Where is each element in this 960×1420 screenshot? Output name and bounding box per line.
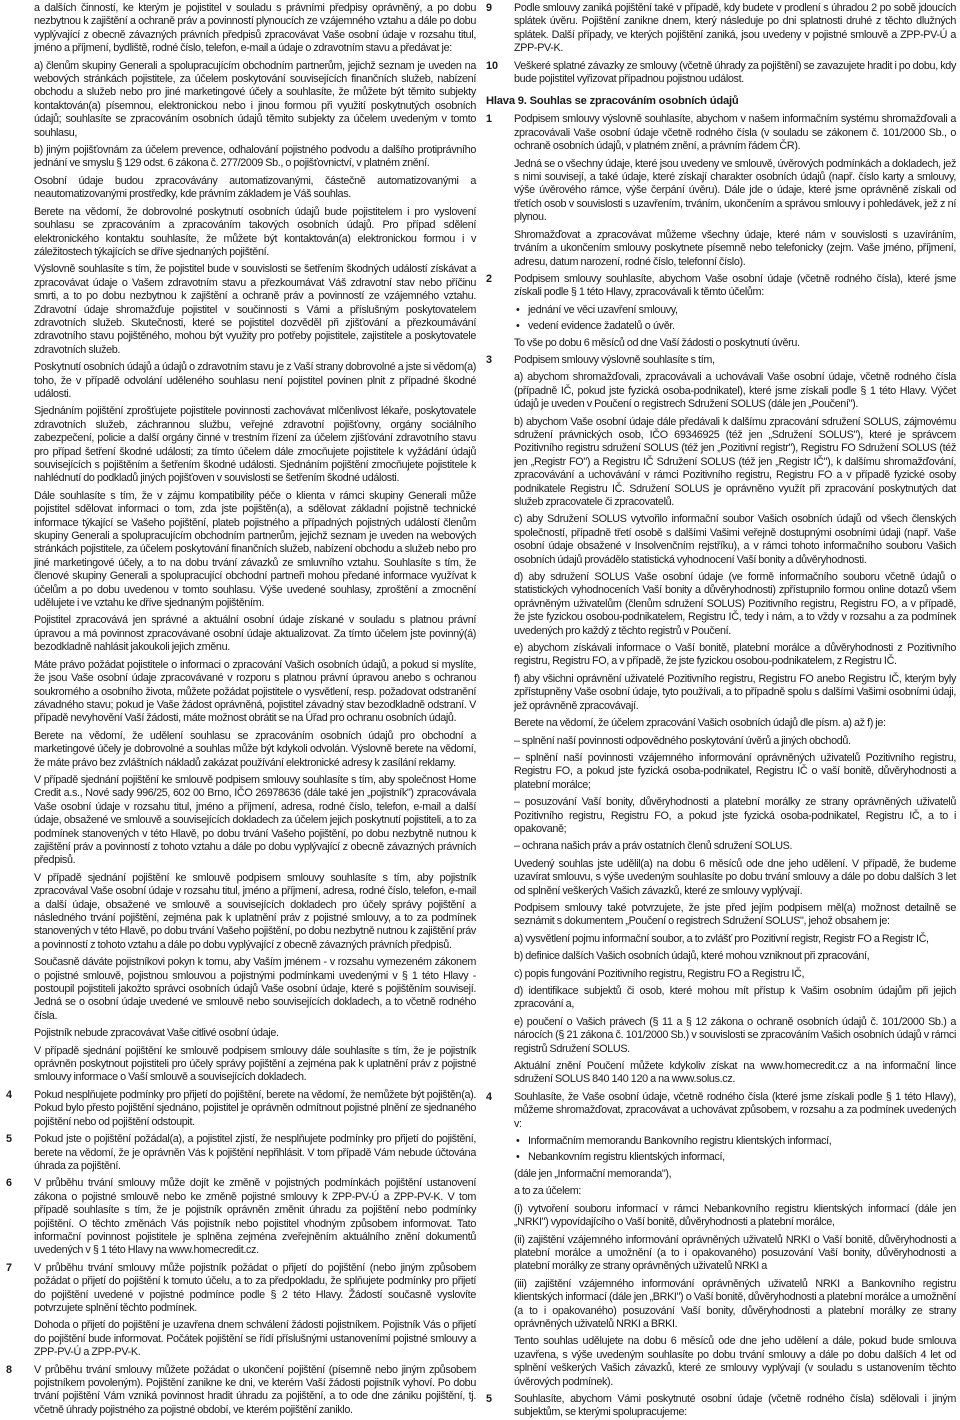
paragraph: b) abychom Vaše osobní údaje dále předávali k dalšímu zpracování sdružení SOLUS, zájmovému sdružení právnických osob, IČO 69346925 (též jen „Sdružení SOLUS"), které je správcem Pozitivního registru sdružení SOLUS (též jen „Pozitivní registr"), Registru FO Sdružení SOLUS (též jen „Registr FO") a Registru IČ Sdružení SOLUS (též jen „Registr IČ"), k dalšímu shromažďování, zpracovávání a uchovávání v rámci Pozitivního registru, Registru FO a v případě fyzické osoby podnikatele Registru IČ. Sdružení SOLUS je oprávněno využít při zpracování poskytnutých dat služeb zpracovatele či zpracovatelů. [514, 415, 956, 508]
list-item: • Informačním memorandu Bankovního registru klientských informací, [528, 1135, 956, 1148]
paragraph: – splnění naší povinnosti vzájemného informování oprávněných uživatelů Pozitivního registru, Registru FO, a pokud jste fyzická osoba-podnikatel, Registru IČ o vaší bonitě, důvěryhodnosti a platební morálce; [514, 751, 956, 791]
section-4 [6, 1089, 476, 1129]
section-number: 4 [486, 1090, 493, 1103]
paragraph: – ochrana našich práv a práv ostatních členů sdružení SOLUS. [514, 840, 793, 853]
section-6 [6, 1177, 476, 1257]
paragraph: V průběhu trvání smlouvy může dojít ke změně v pojistných podmínkách pojištění ustanovení zákona o pojistné smlouvě nebo ke změně pojistné smlouvy k ZPP-PV-Ú a ZPP-PV-K. V tom případě souhlasíte s tím, že je pojistník oprávněn změnit úhradu za pojištění nebo podmínky pojištění. O těchto změnách Vás pojistník nebo pojistitel vhodným způsobem informovat. Tato informační povinnost pojistitele je splněna zejména zveřejněním aktuálního znění dokumentů uvedených v § 1 této Hlavy na www.homecredit.cz. [34, 1177, 476, 1257]
paragraph: V případě sjednání pojištění ke smlouvě podpisem smlouvy souhlasíte s tím, aby společnost Home Credit a.s., Nové sady 996/25, 602 00 Brno, IČO 26978636 (dále také jen „pojistník") zpracovávala Vaše osobní údaje v rozsahu titul, jméno a příjmení, adresa, rodné číslo, telefon, e-mail a další údaje, obsažené ve smlouvě a souvisejících dokladech za účelem jejich poskytnutí pojistiteli, a to za podmínek stanovených v této Hlavě, po dobu trvání Vašeho pojištění, po dobu nezbytně nutnou k zajištění práv a povinností z tohoto vztahu a dále po dobu vyplývající z obecně závazných právních předpisů. [34, 773, 476, 867]
list-item: • jednání ve věci uzavření smlouvy, [528, 304, 956, 317]
paragraph: Tento souhlas udělujete na dobu 6 měsíců ode dne jeho udělení a dále, pokud bude smlouva uzavřena, s výše uvedeným souhlasíte po dobu trvání smlouvy a dále po dobu dalších 4 let od splnění veškerých Vašich závazků, které ze smlouvy vyplývají (v souladu s ustanovením těchto úvěrových podmínek). [514, 1335, 956, 1388]
paragraph: V případě sjednání pojištění ke smlouvě podpisem smlouvy dále souhlasíte s tím, že je pojistník oprávněn poskytnout pojistiteli pro účely správy pojištění a zejména pak k uplatnění práv z pojistné smlouvy informace o Vaší smlouvě a souvisejících dokladech. [34, 1044, 476, 1084]
paragraph: Uvedený souhlas jste udělil(a) na dobu 6 měsíců ode dne jeho udělení. V případě, že budeme uzavírat smlouvu, s výše uvedeným souhlasíte po dobu trvání smlouvy a dále po dobu dalších 3 let od splnění veškerých Vašich závazků, které ze smlouvy vyplývají. [514, 857, 956, 897]
paragraph: a) členům skupiny Generali a spolupracujícím obchodním partnerům, jejichž seznam je uveden na webových stránkách pojistitele, za účelem poskytování souvisejících finančních služeb, nabízení obchodu a služeb nebo pro jiné marketingové účely a souhlasíte, že můžete být těmito subjekty kontaktován(a) písemnou, elektronickou nebo i jinou formou při využití poskytnutých osobních údajů; souhlasíte se zpracováním osobních údajů těmito subjekty za účelem uvedeným v tomto souhlasu, [34, 59, 476, 139]
paragraph: Výslovně souhlasíte s tím, že pojistitel bude v souvislosti se šetřením škodných událostí získávat a zpracovávat údaje o Vašem zdravotním stavu a přezkoumávat Váš zdravotní stav nebo příčinu smrti, a to po dobu nezbytnou k zajištění a ochraně práv a povinností ze vzájemného vztahu. Zdravotní údaje shromažďuje pojistitel v součinnosti s Vámi a příslušným poskytovatelem zdravotních služeb. Skutečnosti, které se pojistitel dozvěděl při zjišťování a přezkoumávání zdravotního stavu pojištěného, mohou být využity pro potřeby pojistitele, zajistitele a poskytovatele zdravotních služeb. [34, 263, 476, 356]
paragraph: e) abychom získávali informace o Vaší bonitě, platební morálce a důvěryhodnosti z Pozitivního registru, Registru FO, a v případě, že jste fyzickou osobou-podnikatelem, z Registru IČ. [514, 642, 956, 668]
paragraph: Berete na vědomí, že účelem zpracování Vašich osobních údajů dle písm. a) až f) je: [514, 717, 886, 730]
paragraph: Dále souhlasíte s tím, že v zájmu kompatibility péče o klienta v rámci skupiny Generali může pojistitel sdělovat informaci o tom, zda jste pojištěn(a), a sdělovat základní pojistně technické informace týkající se Vašeho pojištění, plateb pojistného a případných pojistných událostí členům skupiny Generali a spolupracujícím obchodním partnerům, jejichž seznam je uveden na webových stránkách pojistitele, za účelem poskytování finančních služeb, nabízení obchodu a služeb nebo pro jiné marketingové účely, a to na dobu trvání závazků ze smluvního vztahu. Souhlasíte s tím, že členové skupiny Generali a spolupracující obchodní partneři mohou předané informace využívat k účelům a po dobu uvedenou v tomto souhlasu. Výše uvedené souhlasy, zproštění a zmocnění udělujete i ve vztahu ke dříve sjednaným pojištěním. [34, 489, 476, 610]
section-number: 10 [486, 59, 499, 72]
article-2 [486, 273, 956, 300]
paragraph: To vše po dobu 6 měsíců od dne Vaší žádosti o poskytnutí úvěru. [514, 336, 800, 349]
paragraph: – posuzování Vaší bonity, důvěryhodnosti a platební morálky ze strany oprávněných uživatelů Pozitivního registru, Registru FO, a pokud jste fyzická osoba-podnikatel, Registru IČ, a to i opakovaně; [514, 796, 956, 835]
paragraph: Pojistitel zpracovává jen správné a aktuální osobní údaje získané v souladu s platnou právní úpravou a má povinnost zpracovávané osobní údaje aktualizovat. Za tímto účelem jste povinný(á) bezodkladně nahlásit jakoukoli jejich změnu. [34, 614, 476, 654]
section-number: 9 [486, 2, 493, 14]
paragraph: a) abychom shromažďovali, zpracovávali a uchovávali Vaše osobní údaje, včetně rodného čísla (případně IČ, pokud jste fyzická osoba-podnikatel), které jsme získali podle § 1 této Hlavy. Výčet údajů je uveden v Poučení o registrech Sdružení SOLUS (dále jen „Poučení"). [514, 371, 956, 411]
paragraph: Souhlasíte, abychom Vámi poskytnuté osobní údaje (včetně rodného čísla) sdělovali i jiným subjektům, se kterými spolupracujeme: [514, 1392, 956, 1419]
article-4 [486, 1091, 956, 1131]
left-column [6, 2, 476, 1416]
paragraph: a dalších činností, ke kterým je pojistitel v souladu s právními předpisy oprávněný, a po dobu nezbytnou k zajištění a ochraně práv a povinností plynoucích ze vzájemného vztahu a dále po dobu vyplývající z obecně závazných právních předpisů zpracovávat Vaše osobní údaje v rozsahu titul, jméno a příjmení, bydliště, rodné číslo, telefon, e-mail a údaje o zdravotním stavu a předávat je: [34, 2, 476, 55]
paragraph: Dohoda o přijetí do pojištění je uzavřena dnem schválení žádosti pojistníkem. Pojistník Vás o přijetí do pojištění bude informovat. Počátek pojištění se řídí příslušnými ustanoveními pojistné smlouvy a ZPP-PV-Ú a ZPP-PV-K. [34, 1319, 476, 1359]
paragraph: Podle smlouvy zaniká pojištění také v případě, kdy budete v prodlení s úhradou 2 po sobě jdoucích splátek úvěru. Pojištění zanikne dnem, který následuje po dni splatnosti druhé z těchto dlužných splátek. Další případy, ve kterých pojištění zaniká, jsou uvedeny v pojistné smlouvě a ZPP-PV-Ú a ZPP-PV-K. [514, 2, 956, 55]
paragraph: Shromažďovat a zpracovávat můžeme všechny údaje, které nám v souvislosti s uzavíráním, trváním a ukončením smlouvy poskytnete písemně nebo telefonicky (zejm. Vaše jméno, příjmení, adresu, datum narození, rodné číslo, telefonní číslo). [514, 228, 956, 268]
section-number: 5 [486, 1392, 493, 1405]
paragraph: Aktuální znění Poučení můžete kdykoliv získat na www.homecredit.cz a na informační lince sdružení SOLUS 840 140 120 a na www.solus.cz. [514, 1060, 956, 1086]
article-1 [486, 113, 956, 153]
section-number: 6 [6, 1177, 13, 1190]
list-item: • vedení evidence žadatelů o úvěr. [528, 320, 956, 333]
paragraph: e) poučení o Vašich právech (§ 11 a § 12 zákona o ochraně osobních údajů č. 101/2000 Sb.) a nárocích (§ 21 zákona č. 101/2000 Sb.) v souvislosti se zpracováním Vašich osobních údajů v rámci registrů Sdružení SOLUS. [514, 1015, 956, 1055]
bullet-list [514, 1135, 956, 1165]
paragraph: c) aby Sdružení SOLUS vytvořilo informační soubor Vašich osobních údajů od všech členských společností, případně třetí osobě s dalšími Vašimi veřejně dostupnými osobními údaji (např. Vaše osobní údaje obsažené v Insolvenčním rejstříku), a v rámci tohoto informačního souboru Vašich osobních údajů provádělo statistická vyhodnocení Vaší bonity a důvěryhodnosti. [514, 513, 956, 566]
section-5 [6, 1133, 476, 1173]
bullet-list [514, 304, 956, 334]
paragraph: Poskytnutí osobních údajů a údajů o zdravotním stavu je z Vaší strany dobrovolné a jste si vědom(a) toho, že v případě odvolání uděleného souhlasu není pojistitel povinen plnit z případné škodné události. [34, 361, 476, 400]
paragraph: Současně dáváte pojistníkovi pokyn k tomu, aby Vaším jménem - v rozsahu vymezeném zákonem o pojistné smlouvě, pojistnou smlouvou a pojistnými podmínkami uvedenými v § 1 této Hlavy - postoupil pojistiteli jakožto správci osobních údajů Vaše osobní údaje, které s pojištěním souvisejí. Jedná se o osobní údaje uvedené ve smlouvě nebo souvisejících dokladech, a to včetně rodného čísla. [34, 956, 476, 1022]
chapter-heading: Hlava 9. Souhlas se zpracováním osobních údajů [486, 95, 739, 108]
paragraph: (iii) zajištění vzájemného informování oprávněných uživatelů NRKI a Bankovního registru klientských informací (dále jen „BRKI") o Vaší bonitě, důvěryhodnosti a platební morálce a umožnění (a to i opakovaného) posuzování Vaší bonity, důvěryhodnosti a platební morálky ze strany oprávněných uživatelů NRKI a BRKI. [514, 1277, 956, 1330]
paragraph: a to za účelem: [514, 1185, 582, 1198]
paragraph: V průběhu trvání smlouvy můžete požádat o ukončení pojištění (písemně nebo jiným způsobem pojistníkem povoleným). Pojištění zanikne ke dni, ve kterém Vaší žádosti pojistník vyhoví. Po dobu trvání pojištění Vám vzniká povinnost hradit úhradu za pojištění, a to ode dne zániku pojištění, tj. včetně úhrady pojistného za pojistné období, ve kterém pojištění zaniklo. [34, 1363, 476, 1416]
section-7 [6, 1262, 476, 1316]
right-column [486, 2, 956, 1419]
paragraph: Berete na vědomí, že dobrovolné poskytnutí osobních údajů bude pojistitelem i pro vyslovení souhlasu se zpracováním a zpracováním takových osobních údajů. Pro případ sdělení elektronického kontaktu souhlasíte, že můžete být kontaktován(a) elektronickou formou i v záležitostech týkajících se dříve sjednaných pojištění. [34, 205, 476, 258]
section-10 [486, 60, 956, 87]
paragraph: Pokud nesplňujete podmínky pro přijetí do pojištění, berete na vědomí, že nemůžete být pojištěn(a). Pokud bylo přesto pojištění sjednáno, pojistitel je oprávněn odmítnout pojistné plnění ze sjednaného pojištění nebo od pojištění odstoupit. [34, 1088, 476, 1128]
paragraph: Podpisem smlouvy také potvrzujete, že jste před jejím podpisem měl(a) možnost detailně se seznámit s dokumentem „Poučení o registrech Sdružení SOLUS", jehož obsahem je: [514, 901, 956, 928]
article-5 [486, 1393, 956, 1420]
section-number: 8 [6, 1363, 13, 1376]
paragraph: c) popis fungování Pozitivního registru, Registru FO a Registru IČ, [514, 967, 805, 980]
paragraph: a) vysvětlení pojmu informační soubor, a to zvlášť pro Pozitivní registr, Registr FO a Registr IČ, [514, 932, 929, 945]
paragraph: b) jiným pojišťovnám za účelem prevence, odhalování pojistného podvodu a dalšího protiprávního jednání ve smyslu § 129 odst. 6 zákona č. 277/2009 Sb., o pojišťovnictví, v platném znění. [34, 144, 476, 170]
section-number: 3 [486, 353, 493, 366]
paragraph: Jedná se o všechny údaje, které jsou uvedeny ve smlouvě, úvěrových podmínkách a dokladech, jež s nimi souvisejí, a také údaje, které získají charakter osobních údajů (např. číslo karty a smlouvy, výše úvěrového rámce, výše čerpání úvěru). Dále jde o údaje, které jsme oprávněně získali od třetích osob v souvislosti s uzavřením, trváním, ukončením a správou smlouvy i pohledávek, jež z ní plynou. [514, 157, 956, 224]
paragraph: d) identifikace subjektů či osob, které mohou mít přístup k Vašim osobním údajům při jejich zpracování a, [514, 985, 956, 1011]
paragraph: Pokud jste o pojištění požádal(a), a pojistitel zjistí, že nesplňujete podmínky pro přijetí do pojištění, berete na vědomí, že je oprávněn Vás k pojištění nepřihlásit. V tom případě Vám nebude účtována úhrada za pojištění. [34, 1133, 476, 1172]
section-number: 2 [486, 272, 493, 285]
paragraph: (i) vytvoření souboru informací v rámci Nebankovního registru klientských informací (dále jen „NRKI") vypovídajícího o Vaší bonitě, důvěryhodnosti a platební morálce, [514, 1202, 956, 1229]
section-9 [486, 2, 956, 56]
section-number: 5 [6, 1133, 13, 1146]
paragraph: (dále jen „Informační memoranda"), [514, 1167, 672, 1180]
section-number: 4 [6, 1088, 13, 1101]
paragraph: d) aby sdružení SOLUS Vaše osobní údaje (ve formě informačního souboru včetně údajů o statistických vyhodnoceních Vaší bonity a důvěryhodnosti) zpřístupnilo formou online dotazů všem oprávněným uživatelům (členům sdružení SOLUS) Pozitivního registru, Registru FO, a v případě, že jste fyzickou osobou-podnikatelem, Registru IČ, tedy i nám, a to vždy v rozsahu a za podmínek uvedených pro každý z těchto registrů v Poučení. [514, 571, 956, 637]
paragraph: V průběhu trvání smlouvy může pojistník požádat o přijetí do pojištění (nebo jiným způsobem požádat o přijetí do pojištění k tomuto účelu, a to za předpokladu, že splňujete podmínky pro přijetí do pojištění uvedené v pojistné podmínce podle § 2 této Hlavy. Žádostí současně vyslovíte potvrzujete splnění těchto podmínek. [34, 1261, 476, 1314]
paragraph: Berete na vědomí, že udělení souhlasu se zpracováním osobních údajů pro obchodní a marketingové účely je dobrovolné a souhlas může být kdykoli odvolán. Výslovně berete na vědomí, že máte právo bez zvláštních nákladů zakázat používání elektronické adresy k zasílání reklamy. [34, 729, 476, 769]
section-8 [6, 1364, 476, 1418]
list-item: • Nebankovním registru klientských informací, [528, 1151, 956, 1164]
paragraph: b) definice dalších Vašich osobních údajů, které mohou vzniknout při zpracování, [514, 950, 870, 963]
paragraph: Podpisem smlouvy výslovně souhlasíte s tím, [514, 353, 715, 366]
paragraph: (ii) zajištění vzájemného informování oprávněných uživatelů NRKI o Vaší bonitě, důvěryhodnosti a platební morálce a umožnění (a to i opakovaného) posuzování Vaší bonity, důvěryhodnosti a platební morálky ze strany oprávněných uživatelů NRKI a [514, 1233, 956, 1273]
paragraph: Máte právo požádat pojistitele o informaci o zpracování Vašich osobních údajů, a pokud si myslíte, že jsou Vaše osobní údaje zpracovávané v rozporu s platnou právní úpravou anebo s ochranou soukromého a osobního života, můžete požádat pojistitele o vysvětlení, resp. požadovat odstranění závadného stavu; pokud je Vaše žádost oprávněná, pojistitel závadný stav bezodkladně odstraní. V případě nevyhovění Vaší žádosti, máte možnost obrátit se na Úřad pro ochranu osobních údajů. [34, 658, 476, 725]
section-number: 1 [486, 113, 493, 126]
paragraph: V případě sjednání pojištění ke smlouvě podpisem smlouvy souhlasíte s tím, aby pojistník zpracovával Vaše osobní údaje v rozsahu titul, jméno a příjmení, adresa, rodné číslo, telefon, e-mail a další údaje, obsažené ve smlouvě a souvisejících dokladech pro účely správy pojištění a následného trvání pojištění, zejména pak k uplatnění práv z pojistné smlouvy, a to za podmínek stanovených v této Hlavě, po dobu trvání Vašeho pojištění, po dobu nezbytně nutnou k zajištění práv a povinností z tohoto vztahu a dále po dobu vyplývající z obecně závazných právních předpisů. [34, 871, 476, 951]
paragraph: Pojistník nebude zpracovávat Vaše citlivé osobní údaje. [34, 1027, 279, 1040]
paragraph: Souhlasíte, že Vaše osobní údaje, včetně rodného čísla (které jsme získali podle § 1 této Hlavy), můžeme shromažďovat, zpracovávat a uchovávat způsobem, v rozsahu a za podmínek uvedených v: [514, 1090, 956, 1130]
paragraph: Podpisem smlouvy výslovně souhlasíte, abychom v našem informačním systému shromažďovali a zpracovávali Vaše osobní údaje včetně rodného čísla (v souladu se zákonem č. 101/2000 Sb., o ochraně osobních údajů, v platném znění, a právním řádem ČR). [514, 113, 956, 153]
paragraph: Sjednáním pojištění zprošťujete pojistitele povinnosti zachovávat mlčenlivost lékaře, poskytovatele zdravotních služeb, záchrannou službu, veřejné zdravotní pojišťovny, orgány sociálního zabezpečení, policie a další orgány činné v trestním řízení za účelem zjišťování zdravotního stavu pro případ šetření škodné události; za tímto účelem dále zmocňujete pojistitele k vyžádání údajů souvisejících s pojištěním a šetřením škodné události. Sjednáním pojištění zmocňujete pojistitele k nahlédnutí do podkladů jiných pojišťoven v souvislosti se šetřením škodné události. [34, 405, 476, 485]
paragraph: Podpisem smlouvy souhlasíte, abychom Vaše osobní údaje (včetně rodného čísla), které jsme získali podle § 1 této Hlavy, zpracovávali k těmto účelům: [514, 272, 956, 299]
paragraph: Veškeré splatné závazky ze smlouvy (včetně úhrady za pojištění) se zavazujete hradit i po dobu, kdy bude pojistitel vyřizovat případnou pojistnou událost. [514, 59, 956, 86]
paragraph: – splnění naší povinnosti odpovědného poskytování úvěrů a jiných obchodů. [514, 734, 851, 747]
paragraph: f) aby všichni oprávnění uživatelé Pozitivního registru, Registru FO anebo Registru IČ, kterým byly zpřístupněny Vaše osobní údaje, tyto používali, a to případně spolu s dalšími Vašimi osobními údaji, jež oprávněně zpracovávají. [514, 672, 956, 712]
paragraph: Osobní údaje budou zpracovávány automatizovanými, částečně automatizovanými a neautomatizovanými prostředky, kde právním základem je Váš souhlas. [34, 174, 476, 201]
article-3 [486, 354, 956, 367]
section-number: 7 [6, 1261, 13, 1274]
